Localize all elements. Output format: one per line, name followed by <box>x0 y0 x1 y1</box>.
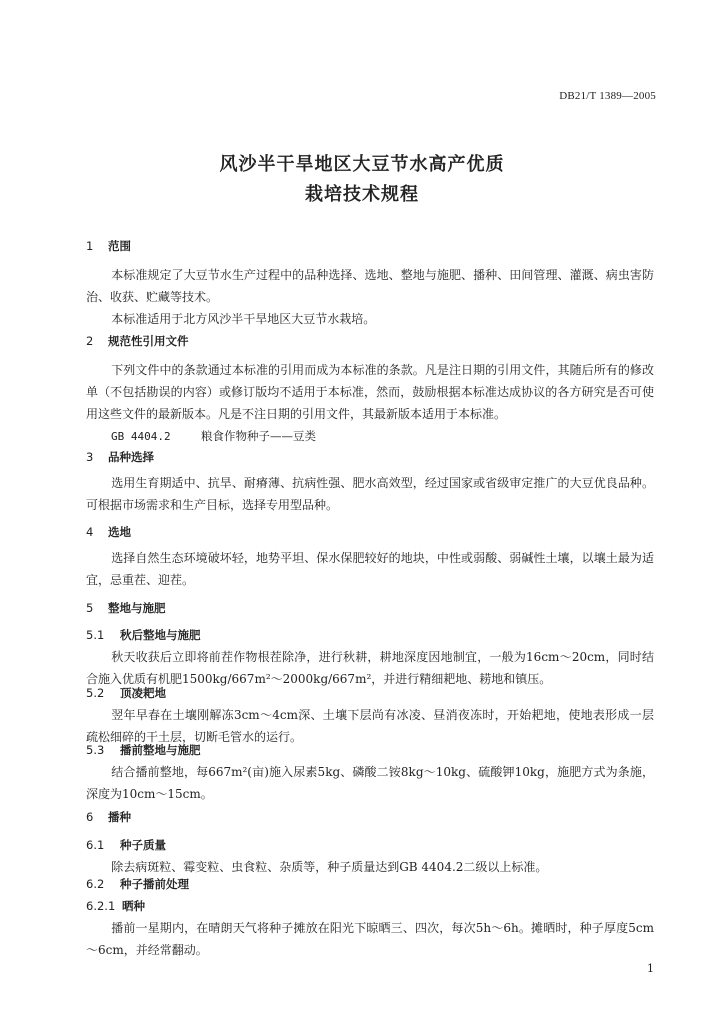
standard-code: DB21/T 1389—2005 <box>559 90 656 102</box>
section-6-1 <box>86 834 654 878</box>
paragraph: 结合播前整地，每667m²(亩)施入尿素5kg、磷酸二铵8kg～10kg、硫酸钾10kg，施肥方式为条施，深度为10cm～15cm。 <box>86 765 654 801</box>
paragraph: 除去病斑粒、霉变粒、虫食粒、杂质等，种子质量达到GB 4404.2二级以上标准。 <box>111 860 548 874</box>
document-title-line-1: 风沙半干旱地区大豆节水高产优质 <box>219 154 505 175</box>
section-5-3 <box>86 739 654 805</box>
section-2-heading <box>86 330 654 352</box>
paragraph: 秋天收获后立即将前茬作物根茬除净，进行秋耕，耕地深度因地制宜，一般为16cm～20cm，同时结合施入优质有机肥1500kg/667m²～2000kg/667m²，并进行精细耙地、耢地和镇压。 <box>86 650 654 686</box>
section-6-2 <box>86 873 654 895</box>
section-1-heading <box>86 235 654 257</box>
subsection-title: 种子播前处理 <box>120 877 189 891</box>
paragraph: 选用生育期适中、抗旱、耐瘠薄、抗病性强、肥水高效型，经过国家或省级审定推广的大豆优良品种。可根据市场需求和生产目标，选择专用型品种。 <box>86 476 654 512</box>
subsection-title: 顶凌耙地 <box>120 686 166 700</box>
section-number: 1 <box>86 239 94 253</box>
section-2-body <box>86 359 654 448</box>
subsection-number: 5.2 <box>86 686 105 700</box>
section-4-heading <box>86 521 654 543</box>
paragraph: 下列文件中的条款通过本标准的引用而成为本标准的条款。凡是注日期的引用文件，其随后所有的修改单（不包括勘误的内容）或修订版均不适用于本标准，然而，鼓励根据本标准达成协议的各方研究是否可使用这些文件的最新版本。凡是不注日期的引用文件，其最新版本适用于本标准。 <box>86 363 654 421</box>
section-title: 播种 <box>108 810 131 824</box>
section-1-body <box>86 264 654 330</box>
subsection-title: 晒种 <box>122 899 145 913</box>
section-3-heading <box>86 446 654 468</box>
paragraph: 翌年早春在土壤刚解冻3cm～4cm深、土壤下层尚有冰凌、昼消夜冻时，开始耙地，使地表形成一层疏松细碎的干土层，切断毛管水的运行。 <box>86 708 654 744</box>
section-number: 2 <box>86 334 94 348</box>
subsection-title: 播前整地与施肥 <box>120 743 201 757</box>
section-6-heading <box>86 806 654 828</box>
section-number: 5 <box>86 601 94 615</box>
subsection-number: 6.1 <box>86 838 105 852</box>
reference-code: GB 4404.2 <box>111 430 171 443</box>
subsection-number: 6.2 <box>86 877 105 891</box>
reference-title: 粮食作物种子——豆类 <box>201 429 316 443</box>
section-6-2-1 <box>86 895 654 961</box>
subsection-number: 5.1 <box>86 628 105 642</box>
section-number: 4 <box>86 525 94 539</box>
section-title: 范围 <box>108 239 131 253</box>
normative-reference <box>86 425 654 448</box>
paragraph: 本标准规定了大豆节水生产过程中的品种选择、选地、整地与施肥、播种、田间管理、灌溉、病虫害防治、收获、贮藏等技术。 <box>86 268 654 304</box>
section-number: 6 <box>86 810 94 824</box>
section-title: 整地与施肥 <box>108 601 166 615</box>
section-4-body <box>86 547 654 591</box>
subsection-number: 6.2.1 <box>86 899 116 913</box>
document-title-line-2: 栽培技术规程 <box>305 184 419 205</box>
paragraph: 本标准适用于北方风沙半干旱地区大豆节水栽培。 <box>111 312 376 326</box>
paragraph: 选择自然生态环境破坏轻，地势平坦、保水保肥较好的地块，中性或弱酸、弱碱性土壤，以壤土最为适宜，忌重茬、迎茬。 <box>86 551 654 587</box>
subsection-number: 5.3 <box>86 743 105 757</box>
section-title: 选地 <box>108 525 131 539</box>
section-number: 3 <box>86 450 94 464</box>
section-title: 品种选择 <box>108 450 154 464</box>
section-5-1 <box>86 624 654 690</box>
section-3-body <box>86 472 654 516</box>
paragraph: 播前一星期内，在晴朗天气将种子摊放在阳光下晾晒三、四次，每次5h～6h。摊晒时，种子厚度5cm～6cm，并经常翻动。 <box>86 921 654 957</box>
section-5-heading <box>86 597 654 619</box>
subsection-title: 种子质量 <box>120 838 166 852</box>
subsection-title: 秋后整地与施肥 <box>120 628 201 642</box>
section-title: 规范性引用文件 <box>108 334 189 348</box>
page-number: 1 <box>647 962 654 975</box>
